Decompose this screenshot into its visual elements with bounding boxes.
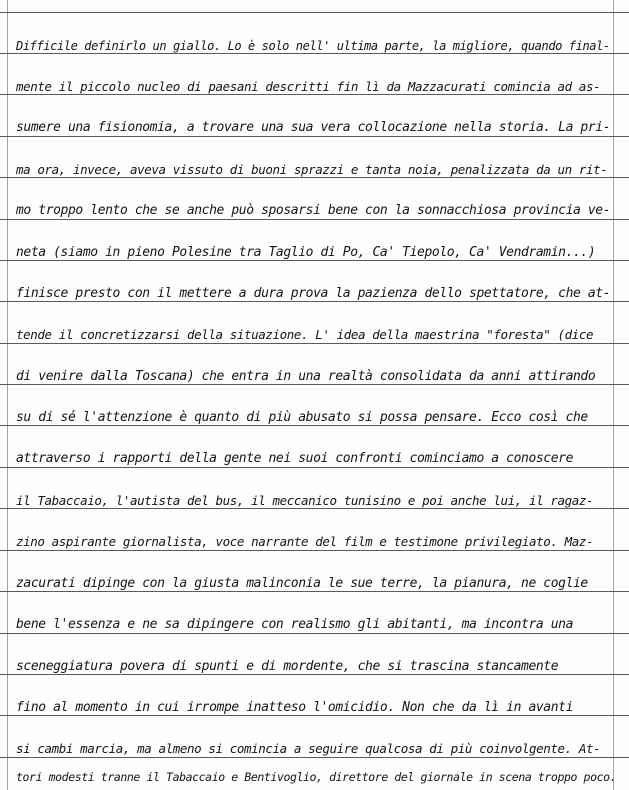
handwritten-line: Difficile definirlo un giallo. Lo è solo nell' ultima parte, la migliore, quando final- (16, 39, 610, 53)
handwritten-line: finisce presto con il mettere a dura prova la pazienza dello spettatore, che at- (16, 286, 611, 301)
handwritten-line: tori modesti tranne il Tabaccaio e Bentivoglio, direttore del giornale in scena troppo poco. (16, 770, 616, 784)
handwritten-line: sumere una fisionomia, a trovare una sua vera collocazione nella storia. La pri- (16, 120, 611, 135)
ruled-line (0, 12, 629, 13)
handwritten-line: il Tabaccaio, l'autista del bus, il meccanico tunisino e poi anche lui, il ragaz- (16, 493, 594, 508)
handwritten-line: tende il concretizzarsi della situazione. L' idea della maestrina "foresta" (dice (16, 327, 594, 342)
handwritten-line: bene l'essenza e ne sa dipingere con realismo gli abitanti, ma incontra una (16, 617, 573, 632)
handwritten-line: fino al momento in cui irrompe inatteso l'omicidio. Non che da lì in avanti (16, 700, 573, 715)
handwritten-line: di venire dalla Toscana) che entra in una realtà consolidata da anni attirando (16, 369, 596, 384)
handwritten-line: sceneggiatura povera di spunti e di mordente, che si trascina stancamente (16, 659, 559, 674)
handwritten-line: zino aspirante giornalista, voce narrante del film e testimone privilegiato. Maz- (16, 534, 594, 549)
handwritten-line: si cambi marcia, ma almeno si comincia a seguire qualcosa di più coinvolgente. At- (16, 741, 601, 756)
handwritten-line: mo troppo lento che se anche può sposarsi bene con la sonnacchiosa provincia ve- (16, 203, 611, 218)
handwritten-line: attraverso i rapporti della gente nei suoi confronti cominciamo a conoscere (16, 451, 573, 466)
handwritten-line: su di sé l'attenzione è quanto di più abusato si possa pensare. Ecco così che (16, 410, 588, 425)
handwritten-line: neta (siamo in pieno Polesine tra Taglio di Po, Ca' Tiepolo, Ca' Vendramin...) (16, 245, 596, 260)
handwritten-line: mente il piccolo nucleo di paesani descritti fin lì da Mazzacurati comincia ad as- (16, 79, 601, 94)
handwritten-line: zacurati dipinge con la giusta malinconia le sue terre, la pianura, ne coglie (16, 576, 588, 591)
left-margin-line (7, 0, 8, 790)
handwritten-line: ma ora, invece, aveva vissuto di buoni sprazzi e tanta noia, penalizzata da un rit- (16, 162, 608, 177)
